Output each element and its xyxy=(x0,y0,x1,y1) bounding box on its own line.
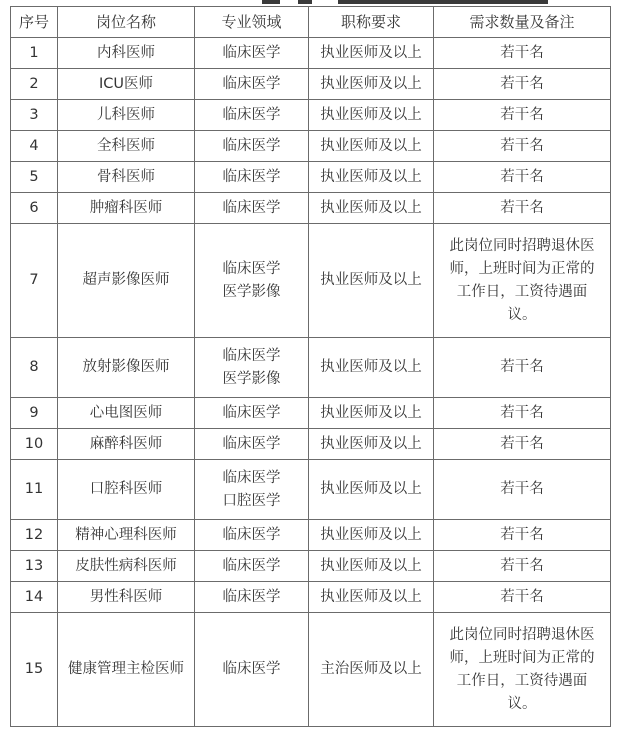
post-name-cell: 男性科医师 xyxy=(58,582,195,613)
professional-field-cell xyxy=(195,100,309,131)
quantity-note-cell xyxy=(434,100,611,131)
professional-field-cell xyxy=(195,162,309,193)
post-name-cell: 健康管理主检医师 xyxy=(58,613,195,727)
serial-number-cell: 14 xyxy=(11,582,58,613)
title-requirement-cell: 执业医师及以上 xyxy=(309,162,434,193)
professional-field-cell-line: 临床医学 xyxy=(222,347,281,364)
post-name-cell: 儿科医师 xyxy=(58,100,195,131)
serial-number-cell: 2 xyxy=(11,69,58,100)
serial-number-cell: 9 xyxy=(11,398,58,429)
professional-field-cell-line: 临床医学 xyxy=(222,75,281,92)
professional-field-cell-line: 临床医学 xyxy=(222,106,281,123)
professional-field-cell-line: 临床医学 xyxy=(222,588,281,605)
title-requirement-cell: 执业医师及以上 xyxy=(309,38,434,69)
quantity-note-cell xyxy=(434,38,611,69)
quantity-note-cell-line: 若干名 xyxy=(500,44,544,61)
professional-field-cell-line: 临床医学 xyxy=(222,435,281,452)
table-row xyxy=(11,38,611,69)
professional-field-cell-line: 临床医学 xyxy=(222,404,281,421)
quantity-note-cell xyxy=(434,338,611,398)
post-name-cell: 口腔科医师 xyxy=(58,460,195,520)
quantity-note-cell xyxy=(434,520,611,551)
quantity-note-cell-line: 若干名 xyxy=(500,481,544,497)
post-name-cell: 肿瘤科医师 xyxy=(58,193,195,224)
serial-number-cell: 13 xyxy=(11,551,58,582)
serial-number-cell: 15 xyxy=(11,613,58,727)
professional-field-cell-line: 临床医学 xyxy=(222,137,281,154)
serial-number-cell: 8 xyxy=(11,338,58,398)
quantity-note-cell-line: 议。 xyxy=(507,306,537,323)
table-header-row xyxy=(11,7,611,38)
quantity-note-cell-line: 师，上班时间为正常的 xyxy=(449,260,595,277)
recruitment-table xyxy=(10,6,611,727)
professional-field-cell xyxy=(195,338,309,398)
title-requirement-cell: 执业医师及以上 xyxy=(309,520,434,551)
quantity-note-cell-line: 若干名 xyxy=(500,359,544,375)
professional-field-cell-line: 临床医学 xyxy=(222,260,281,277)
serial-number-cell: 12 xyxy=(11,520,58,551)
post-name-cell: 精神心理科医师 xyxy=(58,520,195,551)
professional-field-cell-line: 临床医学 xyxy=(222,469,281,486)
title-requirement-cell: 执业医师及以上 xyxy=(309,429,434,460)
professional-field-cell-line: 临床医学 xyxy=(222,526,281,543)
table-row xyxy=(11,162,611,193)
title-requirement-cell: 执业医师及以上 xyxy=(309,398,434,429)
table-row xyxy=(11,100,611,131)
table-row xyxy=(11,520,611,551)
table-row xyxy=(11,460,611,520)
quantity-note-cell-line: 议。 xyxy=(507,695,537,712)
title-requirement-cell: 执业医师及以上 xyxy=(309,582,434,613)
professional-field-cell xyxy=(195,429,309,460)
quantity-note-cell xyxy=(434,398,611,429)
serial-number-cell: 11 xyxy=(11,460,58,520)
professional-field-cell-line: 临床医学 xyxy=(222,557,281,574)
post-name-cell: 内科医师 xyxy=(58,38,195,69)
quantity-note-cell-line: 若干名 xyxy=(500,557,544,574)
post-name-cell: 骨科医师 xyxy=(58,162,195,193)
cropped-heading-strip xyxy=(0,0,625,4)
quantity-note-cell-line: 师，上班时间为正常的 xyxy=(449,649,595,666)
professional-field-cell xyxy=(195,582,309,613)
quantity-note-cell-line: 若干名 xyxy=(500,404,544,421)
post-name-cell: 超声影像医师 xyxy=(58,224,195,338)
professional-field-cell-line: 临床医学 xyxy=(222,168,281,185)
quantity-note-cell-line: 工作日，工资待遇面 xyxy=(456,672,588,689)
quantity-note-cell xyxy=(434,162,611,193)
professional-field-cell xyxy=(195,398,309,429)
professional-field-cell xyxy=(195,69,309,100)
table-row xyxy=(11,69,611,100)
professional-field-cell-line: 医学影像 xyxy=(222,370,281,387)
table-row xyxy=(11,613,611,727)
title-requirement-cell: 执业医师及以上 xyxy=(309,131,434,162)
serial-number-cell: 10 xyxy=(11,429,58,460)
quantity-note-cell xyxy=(434,551,611,582)
quantity-note-cell-line: 若干名 xyxy=(500,199,544,216)
serial-number-cell: 6 xyxy=(11,193,58,224)
table-row xyxy=(11,131,611,162)
table-row xyxy=(11,193,611,224)
quantity-note-cell xyxy=(434,429,611,460)
post-name-cell: 麻醉科医师 xyxy=(58,429,195,460)
cropped-glyph xyxy=(262,0,280,4)
quantity-note-cell xyxy=(434,582,611,613)
serial-number-cell: 4 xyxy=(11,131,58,162)
title-requirement-cell: 主治医师及以上 xyxy=(309,613,434,727)
professional-field-cell-line: 临床医学 xyxy=(222,199,281,216)
serial-number-cell: 1 xyxy=(11,38,58,69)
quantity-note-cell-line: 若干名 xyxy=(500,588,544,605)
quantity-note-cell xyxy=(434,131,611,162)
quantity-note-cell xyxy=(434,613,611,727)
quantity-note-cell xyxy=(434,224,611,338)
professional-field-cell xyxy=(195,613,309,727)
title-requirement-cell: 执业医师及以上 xyxy=(309,69,434,100)
quantity-note-cell xyxy=(434,193,611,224)
title-requirement-cell: 执业医师及以上 xyxy=(309,193,434,224)
professional-field-cell xyxy=(195,38,309,69)
table-row xyxy=(11,429,611,460)
quantity-note-cell-line: 若干名 xyxy=(500,168,544,185)
professional-field-cell xyxy=(195,224,309,338)
header-serial-no: 序号 xyxy=(11,7,58,38)
professional-field-cell xyxy=(195,551,309,582)
quantity-note-cell-line: 此岗位同时招聘退休医 xyxy=(449,237,595,254)
table-row xyxy=(11,582,611,613)
professional-field-cell-line: 临床医学 xyxy=(222,44,281,61)
post-name-cell: 放射影像医师 xyxy=(58,338,195,398)
professional-field-cell xyxy=(195,460,309,520)
post-name-cell: 皮肤性病科医师 xyxy=(58,551,195,582)
quantity-note-cell-line: 若干名 xyxy=(500,137,544,154)
table-row xyxy=(11,224,611,338)
quantity-note-cell-line: 此岗位同时招聘退休医 xyxy=(449,626,595,643)
serial-number-cell: 5 xyxy=(11,162,58,193)
title-requirement-cell: 执业医师及以上 xyxy=(309,551,434,582)
table-body xyxy=(11,38,611,727)
cropped-glyph xyxy=(298,0,312,4)
professional-field-cell xyxy=(195,520,309,551)
serial-number-cell: 7 xyxy=(11,224,58,338)
quantity-note-cell-line: 若干名 xyxy=(500,75,544,92)
professional-field-cell-line: 口腔医学 xyxy=(222,492,281,509)
title-requirement-cell: 执业医师及以上 xyxy=(309,460,434,520)
table-row xyxy=(11,338,611,398)
title-requirement-cell: 执业医师及以上 xyxy=(309,100,434,131)
quantity-note-cell-line: 若干名 xyxy=(500,526,544,543)
quantity-note-cell-line: 若干名 xyxy=(500,435,544,452)
serial-number-cell: 3 xyxy=(11,100,58,131)
header-title-requirement: 职称要求 xyxy=(309,7,434,38)
quantity-note-cell xyxy=(434,69,611,100)
title-requirement-cell: 执业医师及以上 xyxy=(309,224,434,338)
table-row xyxy=(11,551,611,582)
professional-field-cell-line: 临床医学 xyxy=(222,661,281,677)
header-professional-field: 专业领域 xyxy=(195,7,309,38)
professional-field-cell xyxy=(195,193,309,224)
post-name-cell: ICU医师 xyxy=(58,69,195,100)
quantity-note-cell-line: 若干名 xyxy=(500,106,544,123)
professional-field-cell-line: 医学影像 xyxy=(222,283,281,300)
professional-field-cell xyxy=(195,131,309,162)
quantity-note-cell-line: 工作日，工资待遇面 xyxy=(456,283,588,300)
cropped-glyph xyxy=(338,0,548,4)
header-quantity-and-notes: 需求数量及备注 xyxy=(434,7,611,38)
table-row xyxy=(11,398,611,429)
quantity-note-cell xyxy=(434,460,611,520)
post-name-cell: 心电图医师 xyxy=(58,398,195,429)
header-post-name: 岗位名称 xyxy=(58,7,195,38)
post-name-cell: 全科医师 xyxy=(58,131,195,162)
title-requirement-cell: 执业医师及以上 xyxy=(309,338,434,398)
